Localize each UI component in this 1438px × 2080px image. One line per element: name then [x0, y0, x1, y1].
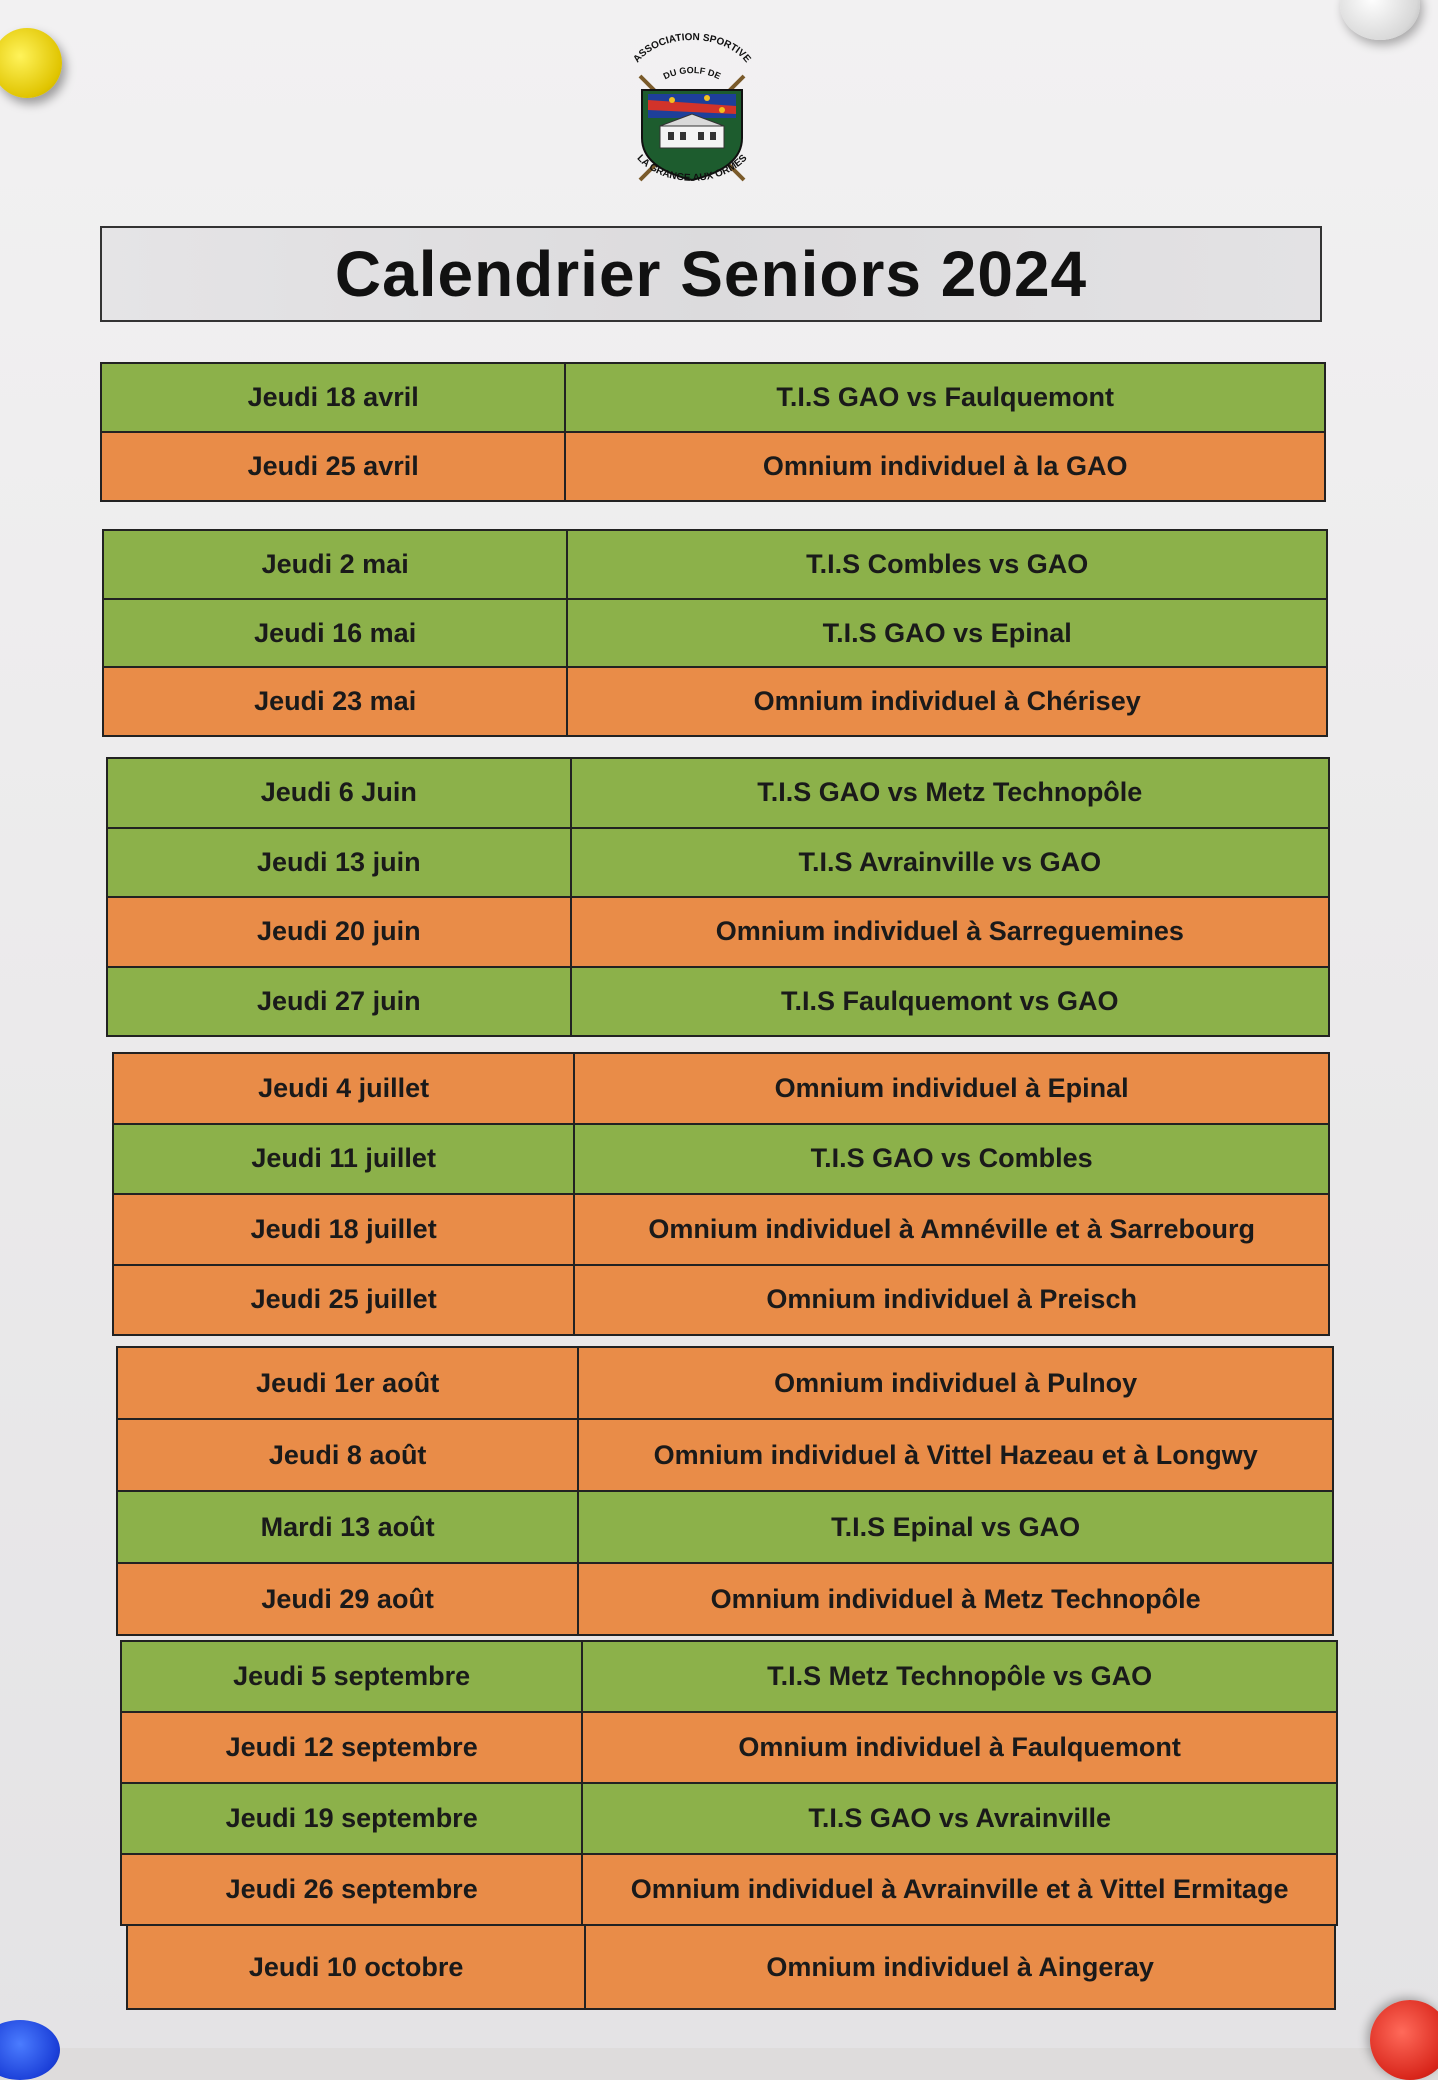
- event-cell: Omnium individuel à Epinal: [774, 1072, 1129, 1103]
- event-cell: T.I.S Combles vs GAO: [806, 548, 1089, 579]
- date-cell: Jeudi 1er août: [118, 1348, 579, 1418]
- logo-bottom-text: LA GRANGE AUX ORMES: [634, 152, 750, 184]
- table-row: [118, 1348, 1332, 1418]
- calendar-group: [116, 1346, 1334, 1636]
- date-cell: Jeudi 18 juillet: [114, 1195, 575, 1264]
- calendar-group: [120, 1640, 1338, 1926]
- date-cell: Jeudi 5 septembre: [122, 1642, 583, 1711]
- table-row: [108, 759, 1328, 827]
- event-cell: T.I.S GAO vs Epinal: [822, 617, 1072, 648]
- page-title: Calendrier Seniors 2024: [334, 238, 1088, 310]
- date-cell: Jeudi 12 septembre: [122, 1713, 583, 1782]
- title-banner: [100, 226, 1322, 322]
- event-cell: T.I.S Epinal vs GAO: [831, 1511, 1081, 1542]
- event-cell: T.I.S GAO vs Faulquemont: [776, 382, 1114, 412]
- event-cell: Omnium individuel à Vittel Hazeau et à Longwy: [653, 1439, 1258, 1470]
- event-cell: Omnium individuel à la GAO: [762, 451, 1128, 481]
- table-row: [122, 1782, 1336, 1853]
- event-cell: T.I.S Faulquemont vs GAO: [781, 985, 1119, 1016]
- svg-text:ASSOCIATION SPORTIVE: [631, 32, 752, 65]
- table-row: [108, 827, 1328, 897]
- svg-text:DU GOLF DE: [662, 65, 723, 81]
- golf-club-logo: [612, 28, 772, 198]
- date-cell: Jeudi 26 septembre: [122, 1855, 583, 1924]
- date-cell: Mardi 13 août: [118, 1492, 579, 1562]
- logo-top-text: ASSOCIATION SPORTIVE: [631, 31, 753, 65]
- table-row: [114, 1054, 1328, 1123]
- event-cell: Omnium individuel à Preisch: [766, 1284, 1137, 1315]
- event-cell: T.I.S GAO vs Combles: [810, 1143, 1093, 1174]
- logo-mid-text: DU GOLF DE: [661, 65, 723, 82]
- table-row: [128, 1926, 1334, 2008]
- date-cell: Jeudi 18 avril: [102, 364, 566, 431]
- date-cell: Jeudi 16 mai: [104, 600, 568, 667]
- table-row: [102, 431, 1324, 500]
- table-row: [104, 598, 1326, 667]
- date-cell: Jeudi 19 septembre: [122, 1784, 583, 1853]
- event-cell: Omnium individuel à Faulquemont: [738, 1732, 1181, 1762]
- date-cell: Jeudi 8 août: [118, 1420, 579, 1490]
- calendar-group: [106, 757, 1330, 1037]
- event-cell: Omnium individuel à Aingeray: [766, 1951, 1154, 1982]
- event-cell: T.I.S Metz Technopôle vs GAO: [767, 1661, 1153, 1691]
- table-row: [118, 1562, 1332, 1634]
- table-row: [114, 1123, 1328, 1194]
- calendar-group: [126, 1924, 1336, 2010]
- table-row: [108, 896, 1328, 966]
- red-pushpin-icon: [1370, 2000, 1438, 2080]
- date-cell: Jeudi 13 juin: [108, 829, 572, 897]
- date-cell: Jeudi 29 août: [118, 1564, 579, 1634]
- event-cell: T.I.S Avrainville vs GAO: [798, 846, 1102, 877]
- date-cell: Jeudi 20 juin: [108, 898, 572, 966]
- date-cell: Jeudi 2 mai: [104, 531, 568, 598]
- table-row: [122, 1711, 1336, 1782]
- date-cell: Jeudi 25 avril: [102, 433, 566, 500]
- table-row: [118, 1490, 1332, 1562]
- table-row: [108, 966, 1328, 1036]
- event-cell: T.I.S GAO vs Avrainville: [808, 1803, 1111, 1833]
- table-row: [114, 1264, 1328, 1335]
- date-cell: Jeudi 4 juillet: [114, 1054, 575, 1123]
- table-row: [102, 364, 1324, 431]
- event-cell: Omnium individuel à Amnéville et à Sarrebourg: [648, 1213, 1255, 1244]
- calendar-group: [112, 1052, 1330, 1336]
- table-row: [114, 1193, 1328, 1264]
- table-row: [104, 531, 1326, 598]
- event-cell: Omnium individuel à Chérisey: [753, 686, 1141, 717]
- event-cell: Omnium individuel à Pulnoy: [774, 1367, 1138, 1398]
- event-cell: Omnium individuel à Sarreguemines: [715, 916, 1184, 947]
- event-cell: Omnium individuel à Metz Technopôle: [710, 1583, 1201, 1614]
- date-cell: Jeudi 23 mai: [104, 668, 568, 735]
- table-row: [104, 666, 1326, 735]
- date-cell: Jeudi 10 octobre: [128, 1926, 586, 2008]
- date-cell: Jeudi 25 juillet: [114, 1266, 575, 1335]
- date-cell: Jeudi 27 juin: [108, 968, 572, 1036]
- date-cell: Jeudi 6 Juin: [108, 759, 572, 827]
- table-row: [122, 1642, 1336, 1711]
- table-row: [118, 1418, 1332, 1490]
- event-cell: T.I.S GAO vs Metz Technopôle: [757, 777, 1143, 808]
- table-row: [122, 1853, 1336, 1924]
- calendar-group: [102, 529, 1328, 737]
- event-cell: Omnium individuel à Avrainville et à Vittel Ermitage: [630, 1874, 1289, 1904]
- calendar-group: [100, 362, 1326, 502]
- date-cell: Jeudi 11 juillet: [114, 1125, 575, 1194]
